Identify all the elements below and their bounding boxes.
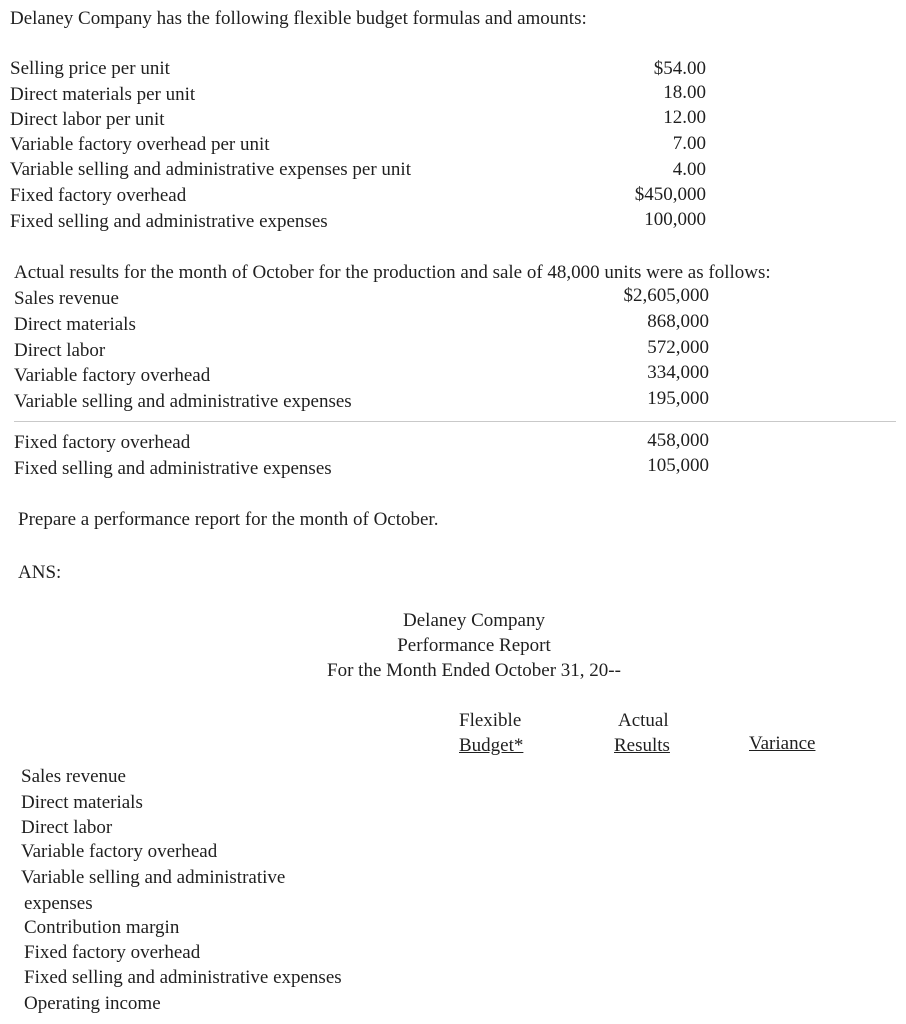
actual-label: Sales revenue [14, 288, 119, 309]
report-row-label: Variable selling and administrative [21, 867, 286, 888]
instruction-text: Prepare a performance report for the month of October. [18, 509, 439, 530]
report-title: Performance Report [397, 635, 551, 656]
report-row-label: Fixed factory overhead [24, 942, 201, 963]
report-period: For the Month Ended October 31, 20-- [327, 660, 621, 681]
formula-label: Direct materials per unit [10, 84, 196, 105]
formula-amount: $450,000 [634, 184, 706, 205]
formula-label: Selling price per unit [10, 58, 170, 79]
col-flexible-line1: Flexible [459, 710, 522, 731]
actual-amount: 105,000 [647, 455, 709, 476]
formula-label: Direct labor per unit [10, 109, 165, 130]
formula-amount: 100,000 [644, 209, 706, 230]
report-row-label: Variable factory overhead [21, 841, 218, 862]
report-row-label: Fixed selling and administrative expenses [24, 967, 342, 988]
formula-label: Variable factory overhead per unit [10, 134, 270, 155]
actual-amount: 195,000 [647, 388, 709, 409]
scan-divider [14, 421, 896, 422]
report-row-label: Direct labor [21, 817, 113, 838]
intro-text: Delaney Company has the following flexible budget formulas and amounts: [10, 8, 587, 29]
formula-amount: 18.00 [663, 82, 706, 103]
report-company: Delaney Company [403, 610, 545, 631]
report-row-label: expenses [24, 893, 93, 914]
actual-amount: 868,000 [647, 311, 709, 332]
ans-label: ANS: [18, 562, 62, 583]
actual-label: Fixed selling and administrative expenses [14, 458, 332, 479]
formula-amount: $54.00 [653, 58, 706, 79]
report-row-label: Operating income [24, 993, 161, 1014]
formula-amount: 7.00 [672, 133, 706, 154]
actual-label: Direct labor [14, 340, 106, 361]
report-row-label: Sales revenue [21, 766, 126, 787]
formula-label: Fixed factory overhead [10, 185, 187, 206]
actual-amount: 572,000 [647, 337, 709, 358]
report-row-label: Direct materials [21, 792, 143, 813]
actual-label: Direct materials [14, 314, 136, 335]
col-variance: Variance [749, 733, 816, 754]
formula-label: Variable selling and administrative expenses per unit [10, 159, 411, 180]
actual-intro-text: Actual results for the month of October for the production and sale of 48,000 units were as follows: [14, 262, 771, 283]
actual-label: Variable factory overhead [14, 365, 211, 386]
actual-amount: 334,000 [647, 362, 709, 383]
col-actual-line2: Results [614, 735, 670, 756]
actual-label: Variable selling and administrative expenses [14, 391, 352, 412]
col-flexible-line2: Budget* [459, 735, 524, 756]
report-row-label: Contribution margin [24, 917, 180, 938]
formula-amount: 4.00 [672, 159, 706, 180]
actual-label: Fixed factory overhead [14, 432, 191, 453]
formula-label: Fixed selling and administrative expenses [10, 211, 328, 232]
formula-amount: 12.00 [663, 107, 706, 128]
col-actual-line1: Actual [618, 710, 669, 731]
actual-amount: $2,605,000 [623, 285, 709, 306]
actual-amount: 458,000 [647, 430, 709, 451]
